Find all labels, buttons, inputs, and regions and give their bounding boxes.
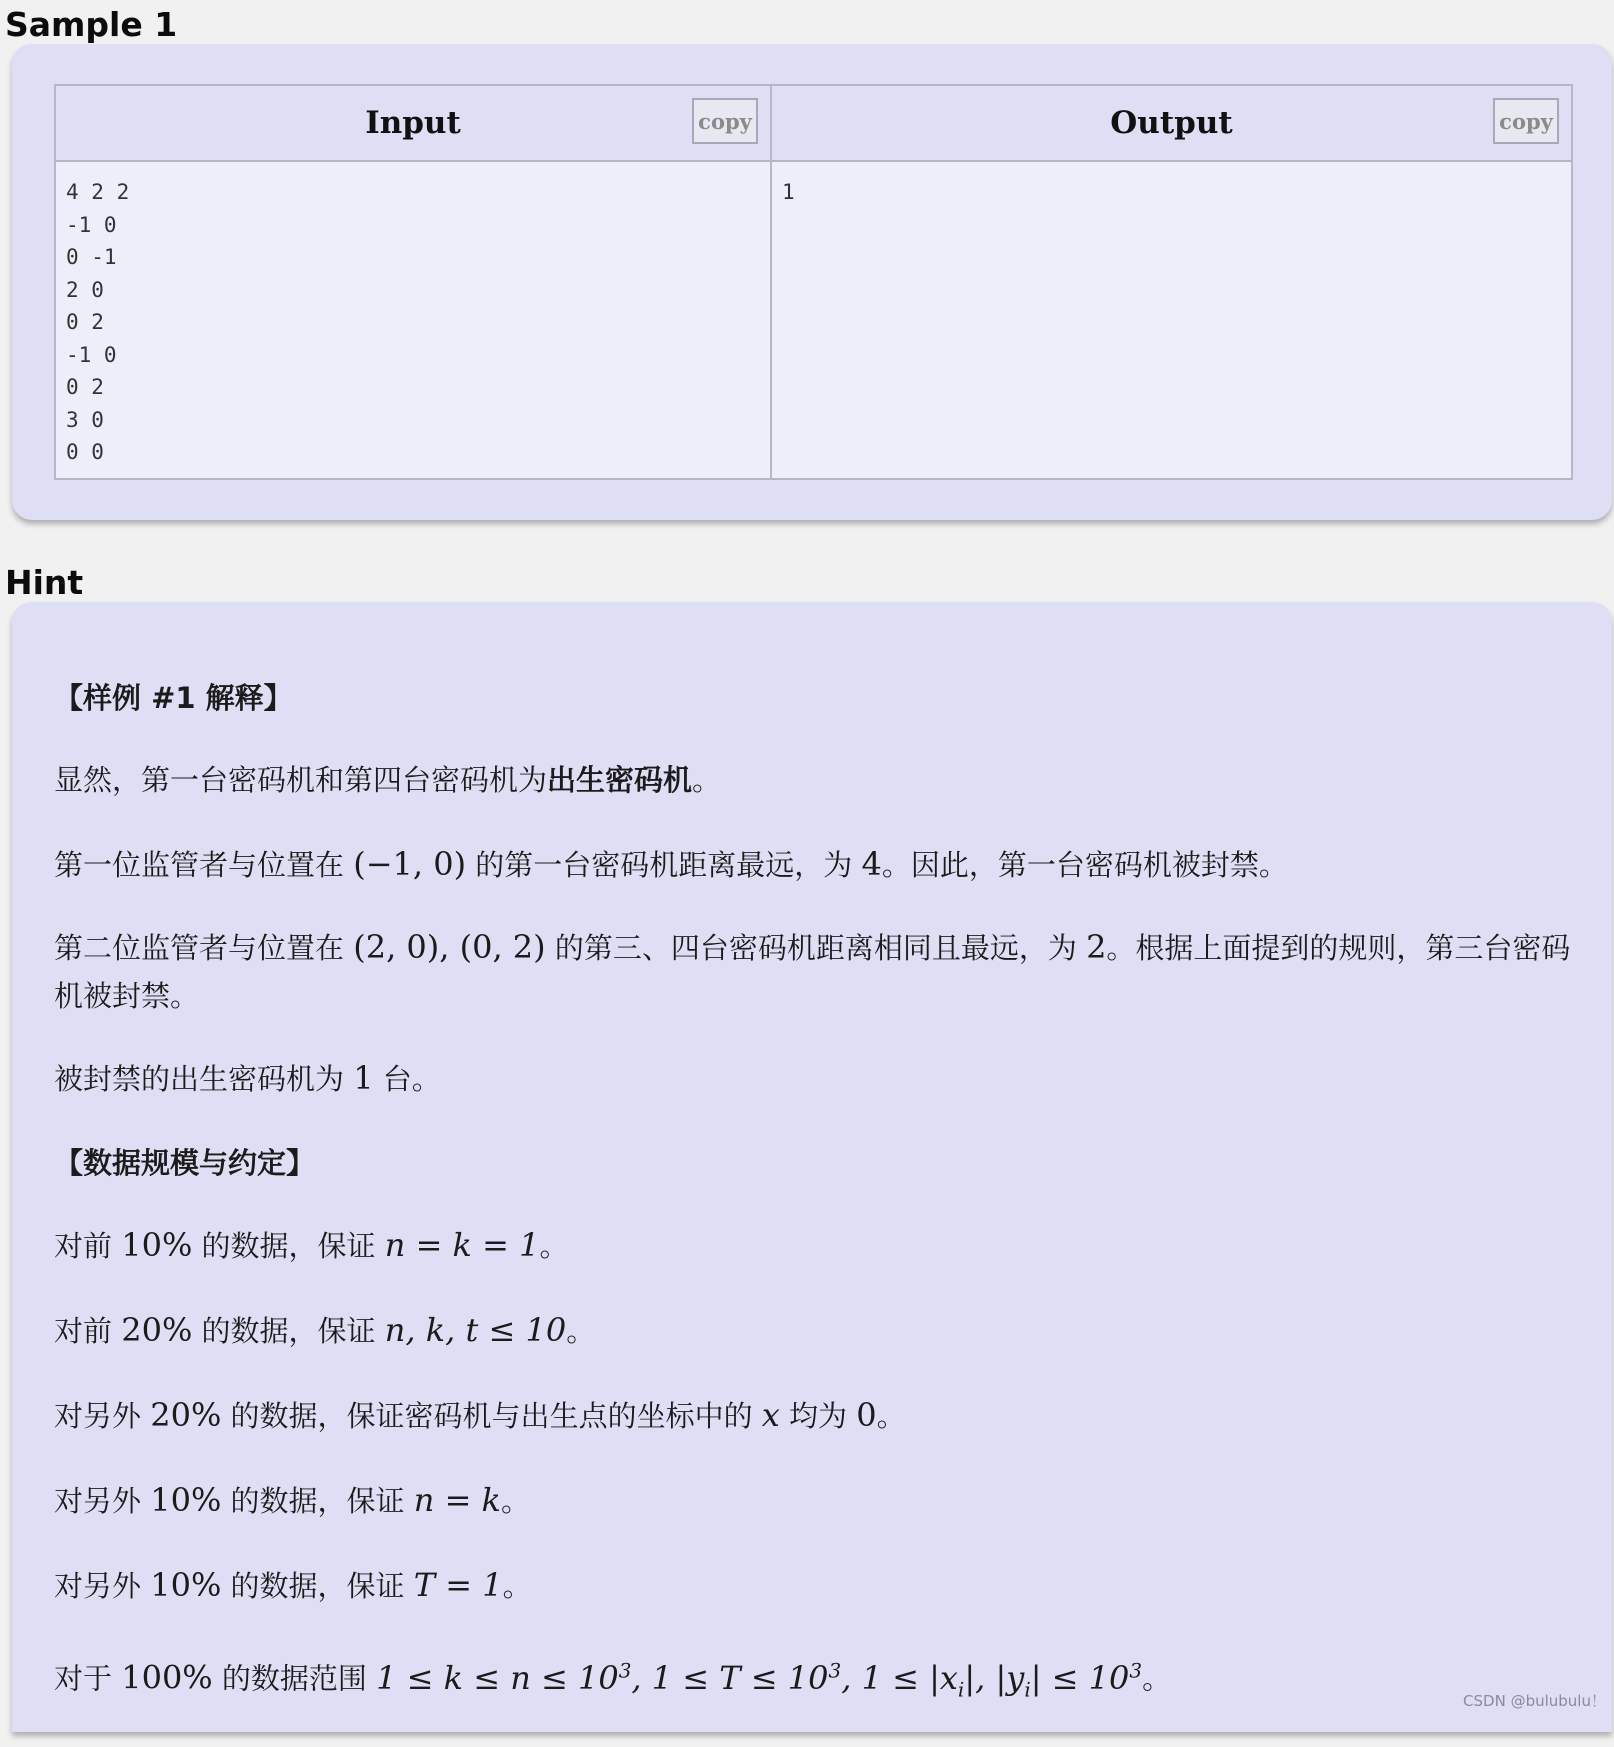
- math: 1 ≤ k ≤ n ≤ 10: [376, 1658, 619, 1697]
- explain-heading: 【样例 #1 解释】: [54, 681, 293, 715]
- math: 20%: [150, 1396, 222, 1434]
- hint-paragraph: [54, 754, 1584, 806]
- sample-io-table: [54, 84, 1573, 480]
- math: (−1, 0): [353, 845, 467, 883]
- math: (2, 0), (0, 2): [353, 928, 546, 966]
- math: 100%: [121, 1658, 213, 1697]
- math: , 1 ≤ T ≤ 10: [631, 1658, 829, 1697]
- math: 20%: [121, 1311, 193, 1349]
- text: 的数据范围: [212, 1661, 377, 1696]
- text: 第一位监管者与位置在: [54, 848, 354, 882]
- hint-paragraph: [54, 923, 1584, 1020]
- math: 10%: [150, 1481, 222, 1519]
- output-text: 1: [782, 180, 795, 204]
- text: 。根据上面提到的规则，第三台密码机被封禁。: [54, 931, 1571, 1013]
- text: 。: [1142, 1661, 1172, 1696]
- text: 的第三、四台密码机距离相同且最远，为: [545, 931, 1087, 965]
- math: n = k: [413, 1481, 501, 1519]
- text: 均为: [779, 1399, 857, 1433]
- text: 。: [500, 1484, 530, 1518]
- text: 的数据，保证: [192, 1229, 385, 1263]
- text: 对另外: [54, 1399, 151, 1433]
- output-cell[interactable]: [771, 161, 1572, 479]
- text: 的数据，保证密码机与出生点的坐标中的: [221, 1399, 762, 1433]
- math-exponent: 3: [828, 1658, 842, 1682]
- copy-input-button[interactable]: copy: [692, 98, 758, 144]
- math-exponent: 3: [1129, 1658, 1143, 1682]
- math: , 1 ≤ |x: [841, 1658, 958, 1697]
- text: 对前: [54, 1229, 122, 1263]
- text: 。: [566, 1314, 596, 1348]
- copy-output-button[interactable]: copy: [1493, 98, 1559, 144]
- constraint-line: [54, 1304, 1584, 1357]
- text: 的数据，保证: [192, 1314, 385, 1348]
- math: T = 1: [413, 1566, 503, 1604]
- input-cell[interactable]: [55, 161, 771, 479]
- sample-title: Sample 1: [5, 5, 178, 44]
- text: 。: [876, 1399, 906, 1433]
- hint-panel: [12, 602, 1612, 1732]
- math: |, |y: [964, 1658, 1025, 1697]
- text: 。: [539, 1229, 569, 1263]
- math: | ≤ 10: [1030, 1658, 1130, 1697]
- constraint-line: [54, 1644, 1584, 1715]
- math: 10%: [121, 1226, 193, 1264]
- text: 的数据，保证: [221, 1569, 414, 1603]
- text: 第二位监管者与位置在: [54, 931, 354, 965]
- text: 显然，第一台密码机和第四台密码机为: [54, 763, 548, 797]
- math: 2: [1086, 928, 1107, 966]
- input-text: 4 2 2 -1 0 0 -1 2 0 0 2 -1 0 0 2 3 0 0 0: [66, 180, 130, 464]
- math: x: [761, 1396, 780, 1434]
- constraint-line: [54, 1559, 1584, 1612]
- math-range: [376, 1658, 1143, 1702]
- math: 1: [353, 1059, 374, 1097]
- text: 对另外: [54, 1569, 151, 1603]
- math-exponent: 3: [618, 1658, 632, 1682]
- constraint-line: [54, 1219, 1584, 1272]
- input-header-label: Input: [365, 105, 461, 141]
- text: 台。: [373, 1062, 441, 1096]
- hint-body: [54, 672, 1584, 1747]
- text: 的数据，保证: [221, 1484, 414, 1518]
- math-subscript: i: [957, 1677, 965, 1702]
- bold-term: 出生密码机: [547, 763, 693, 797]
- text: 对另外: [54, 1484, 151, 1518]
- constraint-line: [54, 1474, 1584, 1527]
- hint-paragraph: [54, 1052, 1584, 1105]
- math: n = k = 1: [384, 1226, 540, 1264]
- text: 的第一台密码机距离最远，为: [466, 848, 862, 882]
- output-header: [771, 85, 1572, 161]
- math-subscript: i: [1024, 1677, 1031, 1702]
- text: 对于: [54, 1661, 122, 1696]
- math: 0: [856, 1396, 877, 1434]
- hint-paragraph: [54, 838, 1584, 891]
- text: 对前: [54, 1314, 122, 1348]
- scale-heading: 【数据规模与约定】: [54, 1146, 316, 1180]
- math: n, k, t ≤ 10: [384, 1311, 567, 1349]
- constraint-line: [54, 1389, 1584, 1442]
- sample-panel: [12, 44, 1612, 520]
- watermark: CSDN @bulubulu！: [1463, 1692, 1606, 1710]
- math: 4: [861, 845, 882, 883]
- text: 。: [502, 1569, 532, 1603]
- text: 。: [692, 763, 722, 797]
- input-header: [55, 85, 771, 161]
- output-header-label: Output: [1110, 105, 1233, 141]
- hint-title: Hint: [5, 563, 84, 602]
- text: 被封禁的出生密码机为: [54, 1062, 354, 1096]
- text: 。因此，第一台密码机被封禁。: [881, 848, 1288, 882]
- math: 10%: [150, 1566, 222, 1604]
